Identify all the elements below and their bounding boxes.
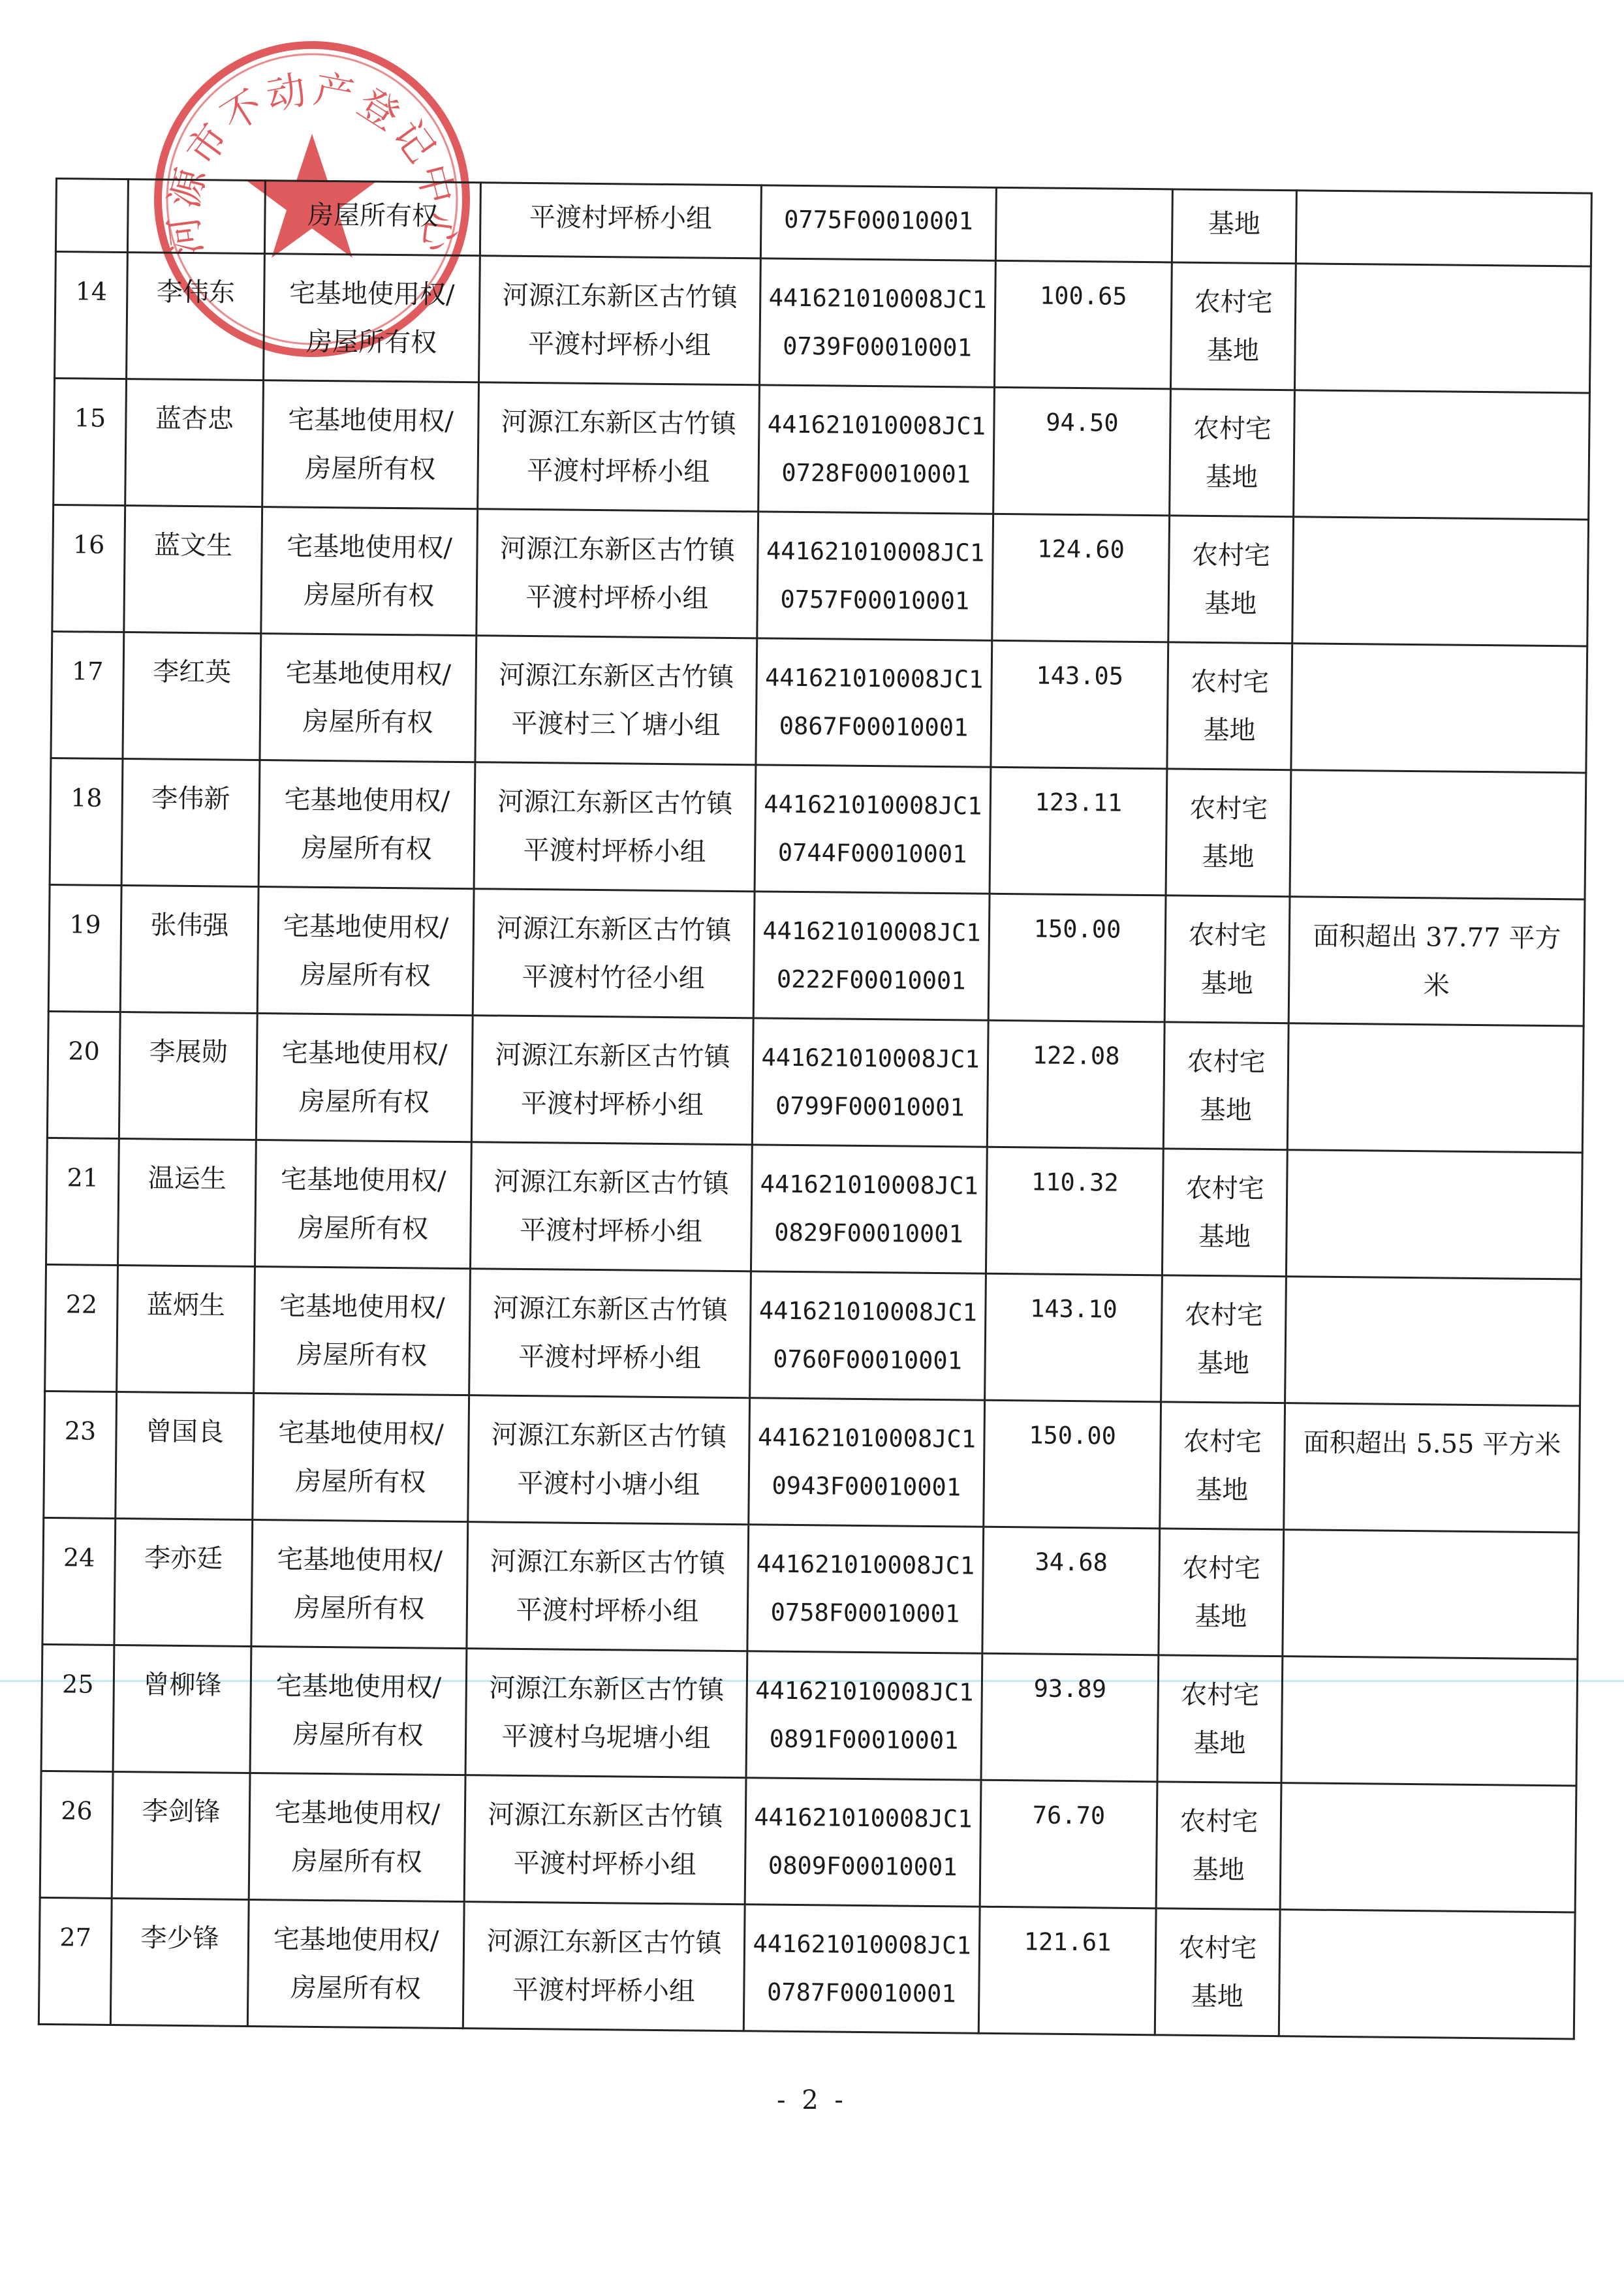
cell-usage-line: 基地: [1202, 841, 1255, 873]
cell-name: 张伟强: [120, 886, 258, 1014]
table-row: [45, 1264, 1582, 1406]
cell-location-line: 河源江东新区古竹镇: [490, 1546, 726, 1579]
cell-code-line: 441621010008JC1: [764, 790, 982, 820]
cell-right-type-line: 房屋所有权: [300, 959, 431, 991]
cell-no: 20: [47, 1011, 120, 1138]
cell-usage-line: 农村宅: [1181, 1679, 1260, 1711]
cell-usage-line: 农村宅: [1187, 1046, 1266, 1078]
cell-code-line: 0809F00010001: [768, 1851, 958, 1882]
cell-area: [995, 187, 1172, 262]
cell-no: 18: [50, 758, 123, 885]
cell-right-type: [262, 381, 479, 509]
cell-note: 面积超出 37.77 平方米: [1288, 897, 1585, 1026]
cell-location-line: 河源江东新区古竹镇: [496, 913, 732, 946]
cell-right-type: [255, 1140, 471, 1269]
cell-usage-line: 基地: [1205, 461, 1258, 493]
cell-no: 27: [39, 1897, 112, 2025]
cell-usage-line: 农村宅: [1193, 413, 1272, 444]
cell-location: [478, 382, 760, 512]
cell-code-line: 0728F00010001: [781, 458, 971, 489]
cell-code-line: 441621010008JC1: [754, 1803, 973, 1833]
cell-area: 150.00: [988, 894, 1166, 1022]
table-row: [39, 1897, 1575, 2039]
property-registration-table: [38, 178, 1593, 2040]
cell-usage: [1162, 1149, 1287, 1277]
cell-code: [753, 892, 990, 1020]
cell-code: [749, 1398, 985, 1527]
cell-location-line: 平渡村坪桥小组: [519, 1215, 703, 1247]
table-row: [48, 884, 1585, 1026]
cell-location-line: 平渡村坪桥小组: [523, 835, 706, 867]
cell-right-type-line: 房屋所有权: [295, 1466, 426, 1498]
cell-name: 李伟新: [121, 759, 260, 887]
cell-right-type-line: 宅基地使用权/: [280, 1164, 446, 1196]
cell-right-type-line: 宅基地使用权/: [284, 785, 450, 817]
cell-location-line: 河源江东新区古竹镇: [499, 533, 736, 567]
cell-right-type: [247, 1899, 464, 2028]
cell-usage: [1156, 1782, 1281, 1910]
cell-location: [463, 1902, 745, 2031]
cell-note: [1280, 1783, 1576, 1912]
cell-area: 34.68: [982, 1527, 1160, 1655]
cell-code-line: 441621010008JC1: [764, 663, 984, 694]
cell-code-line: 441621010008JC1: [757, 1423, 976, 1454]
cell-location-line: 平渡村坪桥小组: [525, 582, 709, 614]
cell-name: 李展勋: [119, 1012, 257, 1140]
cell-usage: [1170, 262, 1296, 390]
cell-code-line: 441621010008JC1: [766, 537, 985, 567]
table-row: [44, 1391, 1580, 1532]
cell-note: [1281, 1657, 1578, 1786]
cell-location-line: 平渡村坪桥小组: [518, 1341, 702, 1374]
table-row-continued: [55, 179, 1591, 267]
cell-code-line: 441621010008JC1: [753, 1929, 971, 1960]
table-row: [40, 1771, 1576, 1912]
cell-usage: [1157, 1655, 1283, 1783]
cell-area: 94.50: [993, 387, 1171, 516]
cell-usage-line: 基地: [1206, 335, 1260, 366]
table-row: [46, 1138, 1583, 1279]
cell-location: [471, 1016, 753, 1145]
cell-usage: [1161, 1275, 1287, 1403]
cell-no: 26: [40, 1771, 113, 1898]
table-row: [55, 252, 1591, 394]
cell-right-type: [254, 1267, 471, 1395]
cell-note: [1283, 1530, 1579, 1659]
cell-note: [1286, 1150, 1582, 1279]
cell-code: [759, 258, 995, 387]
cell-code-line: 441621010008JC1: [758, 1296, 978, 1327]
cell-right-type: [250, 1646, 467, 1775]
cell-usage: [1168, 516, 1294, 644]
cell-right-type-line: 宅基地使用权/: [277, 1544, 443, 1576]
cell-right-type-line: 房屋所有权: [297, 1213, 429, 1245]
cell-code: [758, 385, 995, 514]
cell-location: [465, 1649, 747, 1778]
cell-name: 曾柳锋: [113, 1645, 251, 1773]
cell-code-line: 441621010008JC1: [755, 1676, 974, 1707]
cell-usage: [1159, 1529, 1284, 1657]
cell-code-line: 0829F00010001: [774, 1218, 964, 1249]
cell-no: 25: [41, 1644, 114, 1771]
cell-location: 平渡村坪桥小组: [480, 183, 761, 258]
cell-note: [1294, 390, 1590, 520]
cell-location-line: 河源江东新区古竹镇: [501, 407, 737, 440]
cell-right-type: [251, 1519, 468, 1648]
table-row: [41, 1644, 1578, 1786]
cell-right-type-line: 房屋所有权: [294, 1593, 425, 1625]
cell-usage-line: 基地: [1203, 715, 1256, 746]
cell-usage-line: 基地: [1199, 1095, 1253, 1126]
cell-right-type-line: 宅基地使用权/: [275, 1671, 442, 1703]
cell-right-type-line: 房屋所有权: [302, 706, 433, 738]
cell-no: 23: [44, 1391, 117, 1518]
cell-right-type: [261, 507, 478, 636]
cell-no: [55, 179, 128, 253]
cell-location-line: 河源江东新区古竹镇: [502, 280, 738, 313]
cell-area: 143.05: [991, 640, 1168, 769]
cell-right-type-line: 房屋所有权: [291, 1846, 422, 1878]
cell-code-line: 0867F00010001: [779, 711, 969, 742]
cell-usage: [1167, 642, 1292, 770]
cell-location: [467, 1522, 749, 1651]
cell-code: [751, 1145, 987, 1273]
cell-location: [468, 1395, 750, 1525]
cell-area: 76.70: [980, 1780, 1157, 1908]
cell-area: 150.00: [984, 1400, 1161, 1529]
cell-usage-line: 基地: [1204, 588, 1257, 619]
cell-location-line: 平渡村乌坭塘小组: [501, 1721, 711, 1754]
cell-name: 李红英: [123, 632, 261, 760]
cell-name: 蓝文生: [124, 506, 262, 634]
cell-usage: [1163, 1022, 1288, 1150]
table-row: [54, 379, 1590, 520]
cell-code: [745, 1778, 981, 1906]
cell-note: [1294, 264, 1591, 393]
cell-location-line: 河源江东新区古竹镇: [495, 1040, 730, 1072]
cell-usage-line: 农村宅: [1188, 920, 1267, 951]
cell-code-line: 441621010008JC1: [756, 1549, 975, 1580]
cell-area: 100.65: [994, 260, 1172, 389]
cell-no: 22: [45, 1264, 118, 1392]
cell-usage-line: 基地: [1196, 1474, 1249, 1506]
table-row: [42, 1517, 1579, 1659]
cell-area: 143.10: [985, 1273, 1163, 1402]
cell-location: [470, 1142, 752, 1271]
cell-location-line: 平渡村竹径小组: [522, 961, 705, 994]
cell-area: 121.61: [978, 1906, 1156, 2035]
cell-usage-line: 农村宅: [1191, 540, 1271, 571]
cell-name: [127, 179, 265, 254]
cell-name: 蓝杏忠: [125, 379, 264, 507]
cell-right-type-line: 宅基地使用权/: [285, 658, 452, 690]
cell-note: [1296, 191, 1591, 266]
cell-location: [479, 256, 761, 385]
cell-code-line: 0891F00010001: [769, 1724, 959, 1755]
cell-usage-line: 农村宅: [1194, 287, 1273, 318]
cell-area: 122.08: [987, 1020, 1164, 1149]
cell-right-type: [257, 887, 474, 1016]
cell-usage-line: 农村宅: [1179, 1806, 1258, 1837]
cell-location-line: 平渡村三丫塘小组: [511, 708, 721, 741]
cell-location-line: 平渡村坪桥小组: [527, 455, 710, 488]
cell-no: 17: [51, 631, 124, 758]
cell-right-type: [260, 634, 476, 762]
cell-note: [1279, 1910, 1575, 2039]
cell-right-type-line: 房屋所有权: [290, 1972, 422, 2004]
cell-note: [1291, 644, 1587, 773]
cell-code-line: 0739F00010001: [783, 332, 973, 362]
cell-location-line: 平渡村坪桥小组: [516, 1595, 699, 1627]
cell-name: 蓝炳生: [117, 1265, 255, 1393]
cell-code: [757, 512, 993, 640]
cell-usage-line: 基地: [1193, 1728, 1246, 1759]
cell-area: 123.11: [990, 767, 1167, 895]
cell-note: [1290, 770, 1586, 899]
cell-no: 16: [52, 505, 125, 632]
cell-right-type-line: 宅基地使用权/: [287, 405, 454, 437]
cell-name: 李少锋: [110, 1898, 249, 2026]
table-body: [39, 179, 1591, 2039]
cell-usage-line: 农村宅: [1178, 1933, 1257, 1964]
cell-location-line: 河源江东新区古竹镇: [488, 1799, 723, 1832]
cell-usage-line: 基地: [1192, 1854, 1245, 1886]
cell-usage-line: 基地: [1196, 1348, 1250, 1379]
cell-code: [756, 638, 992, 767]
cell-location-line: 河源江东新区古竹镇: [493, 1166, 729, 1199]
cell-usage-line: 基地: [1191, 1981, 1244, 2012]
cell-right-type-line: 房屋所有权: [305, 453, 436, 485]
cell-usage-line: 农村宅: [1190, 666, 1270, 698]
cell-right-type: 房屋所有权: [264, 181, 480, 256]
cell-code: 0775F00010001: [760, 185, 996, 260]
cell-usage-line: 农村宅: [1184, 1299, 1264, 1331]
cell-note: 面积超出 5.55 平方米: [1284, 1403, 1580, 1532]
cell-location: [474, 762, 756, 892]
cell-area: 110.32: [986, 1147, 1163, 1275]
cell-usage: 基地: [1172, 189, 1296, 264]
cell-location-line: 平渡村坪桥小组: [512, 1974, 696, 2007]
cell-usage-line: 基地: [1195, 1601, 1247, 1632]
table-row: [47, 1011, 1584, 1153]
cell-right-type-line: 房屋所有权: [304, 580, 435, 612]
cell-name: 李亦廷: [114, 1518, 253, 1646]
cell-right-type-line: 房屋所有权: [292, 1719, 424, 1751]
cell-code-line: 441621010008JC1: [767, 410, 986, 441]
cell-note: [1285, 1277, 1582, 1406]
cell-no: 24: [42, 1517, 116, 1645]
cell-code-line: 0760F00010001: [773, 1345, 963, 1375]
cell-usage: [1164, 895, 1290, 1023]
cell-usage-line: 农村宅: [1185, 1173, 1264, 1204]
cell-code-line: 0758F00010001: [770, 1598, 960, 1628]
cell-usage-line: 基地: [1200, 968, 1253, 999]
cell-code-line: 441621010008JC1: [768, 283, 988, 314]
cell-right-type-line: 宅基地使用权/: [279, 1291, 445, 1323]
cell-name: 李伟东: [127, 253, 265, 381]
cell-right-type-line: 宅基地使用权/: [274, 1797, 441, 1829]
cell-right-type: [256, 1014, 473, 1142]
cell-no: 21: [46, 1138, 119, 1265]
cell-right-type-line: 宅基地使用权/: [283, 911, 449, 943]
cell-code: [755, 765, 991, 894]
cell-usage: [1155, 1908, 1280, 2036]
cell-location-line: 河源江东新区古竹镇: [497, 786, 733, 820]
cell-no: 15: [54, 379, 127, 506]
cell-usage-line: 农村宅: [1181, 1553, 1261, 1584]
cell-code: [743, 1905, 980, 2033]
cell-name: 温运生: [118, 1139, 257, 1267]
table-row: [52, 505, 1589, 646]
cell-usage: [1166, 769, 1291, 897]
cell-right-type-line: 宅基地使用权/: [287, 531, 453, 563]
cell-location: [475, 636, 757, 765]
cell-location-line: 河源江东新区古竹镇: [491, 1420, 727, 1452]
cell-code: [752, 1018, 988, 1147]
cell-location-line: 平渡村坪桥小组: [513, 1848, 696, 1880]
cell-no: 14: [55, 252, 128, 379]
cell-location-line: 河源江东新区古竹镇: [498, 660, 734, 693]
cell-right-type-line: 宅基地使用权/: [281, 1038, 448, 1070]
cell-code-line: 441621010008JC1: [760, 1170, 979, 1200]
cell-note: [1287, 1023, 1584, 1153]
cell-location-line: 平渡村小塘小组: [517, 1468, 700, 1501]
cell-code-line: 0744F00010001: [777, 838, 967, 869]
cell-right-type: [258, 760, 475, 889]
cell-right-type-line: 宅基地使用权/: [273, 1924, 439, 1956]
cell-code-line: 0943F00010001: [772, 1471, 961, 1502]
cell-code: [747, 1525, 984, 1653]
cell-name: 曾国良: [116, 1392, 254, 1519]
cell-area: 93.89: [981, 1653, 1159, 1782]
cell-code-line: 441621010008JC1: [762, 916, 981, 947]
cell-right-type: [249, 1773, 465, 1901]
table-row: [51, 631, 1587, 773]
cell-right-type: [264, 254, 480, 382]
cell-location: [476, 509, 758, 638]
cell-location-line: 河源江东新区古竹镇: [492, 1293, 728, 1326]
cell-location-line: 河源江东新区古竹镇: [489, 1673, 725, 1705]
cell-code-line: 0787F00010001: [766, 1978, 956, 2008]
cell-code-line: 0757F00010001: [780, 585, 970, 615]
page-number: - 2 -: [777, 2085, 847, 2115]
cell-note: [1292, 517, 1589, 646]
seal-text: 河源市不动产登记中心: [160, 66, 464, 258]
cell-usage-line: 农村宅: [1183, 1426, 1262, 1457]
cell-right-type-line: 房屋所有权: [298, 1086, 430, 1118]
cell-location-line: 河源江东新区古竹镇: [486, 1926, 722, 1959]
cell-right-type-line: 宅基地使用权/: [289, 278, 455, 310]
cell-location-line: 平渡村坪桥小组: [520, 1088, 704, 1121]
cell-location: [473, 889, 755, 1018]
cell-area: 124.60: [992, 514, 1170, 642]
cell-usage-line: 基地: [1198, 1221, 1251, 1252]
table-row: [50, 758, 1586, 899]
cell-usage: [1170, 389, 1295, 517]
cell-code: [746, 1651, 982, 1780]
cell-right-type-line: 宅基地使用权/: [278, 1418, 444, 1450]
cell-code-line: 0222F00010001: [776, 965, 966, 995]
cell-right-type: [253, 1393, 469, 1522]
cell-name: 李剑锋: [112, 1771, 250, 1899]
cell-right-type-line: 房屋所有权: [305, 326, 437, 358]
cell-right-type-line: 房屋所有权: [296, 1339, 428, 1371]
cell-code-line: 441621010008JC1: [761, 1043, 980, 1074]
cell-no: 19: [48, 884, 121, 1012]
cell-usage-line: 农村宅: [1189, 793, 1268, 824]
cell-location: [469, 1269, 751, 1398]
cell-right-type-line: 房屋所有权: [301, 833, 432, 865]
cell-code-line: 0799F00010001: [775, 1091, 965, 1122]
cell-location: [464, 1775, 746, 1905]
cell-usage: [1160, 1402, 1285, 1530]
cell-code: [750, 1271, 986, 1400]
cell-location-line: 平渡村坪桥小组: [527, 328, 711, 361]
